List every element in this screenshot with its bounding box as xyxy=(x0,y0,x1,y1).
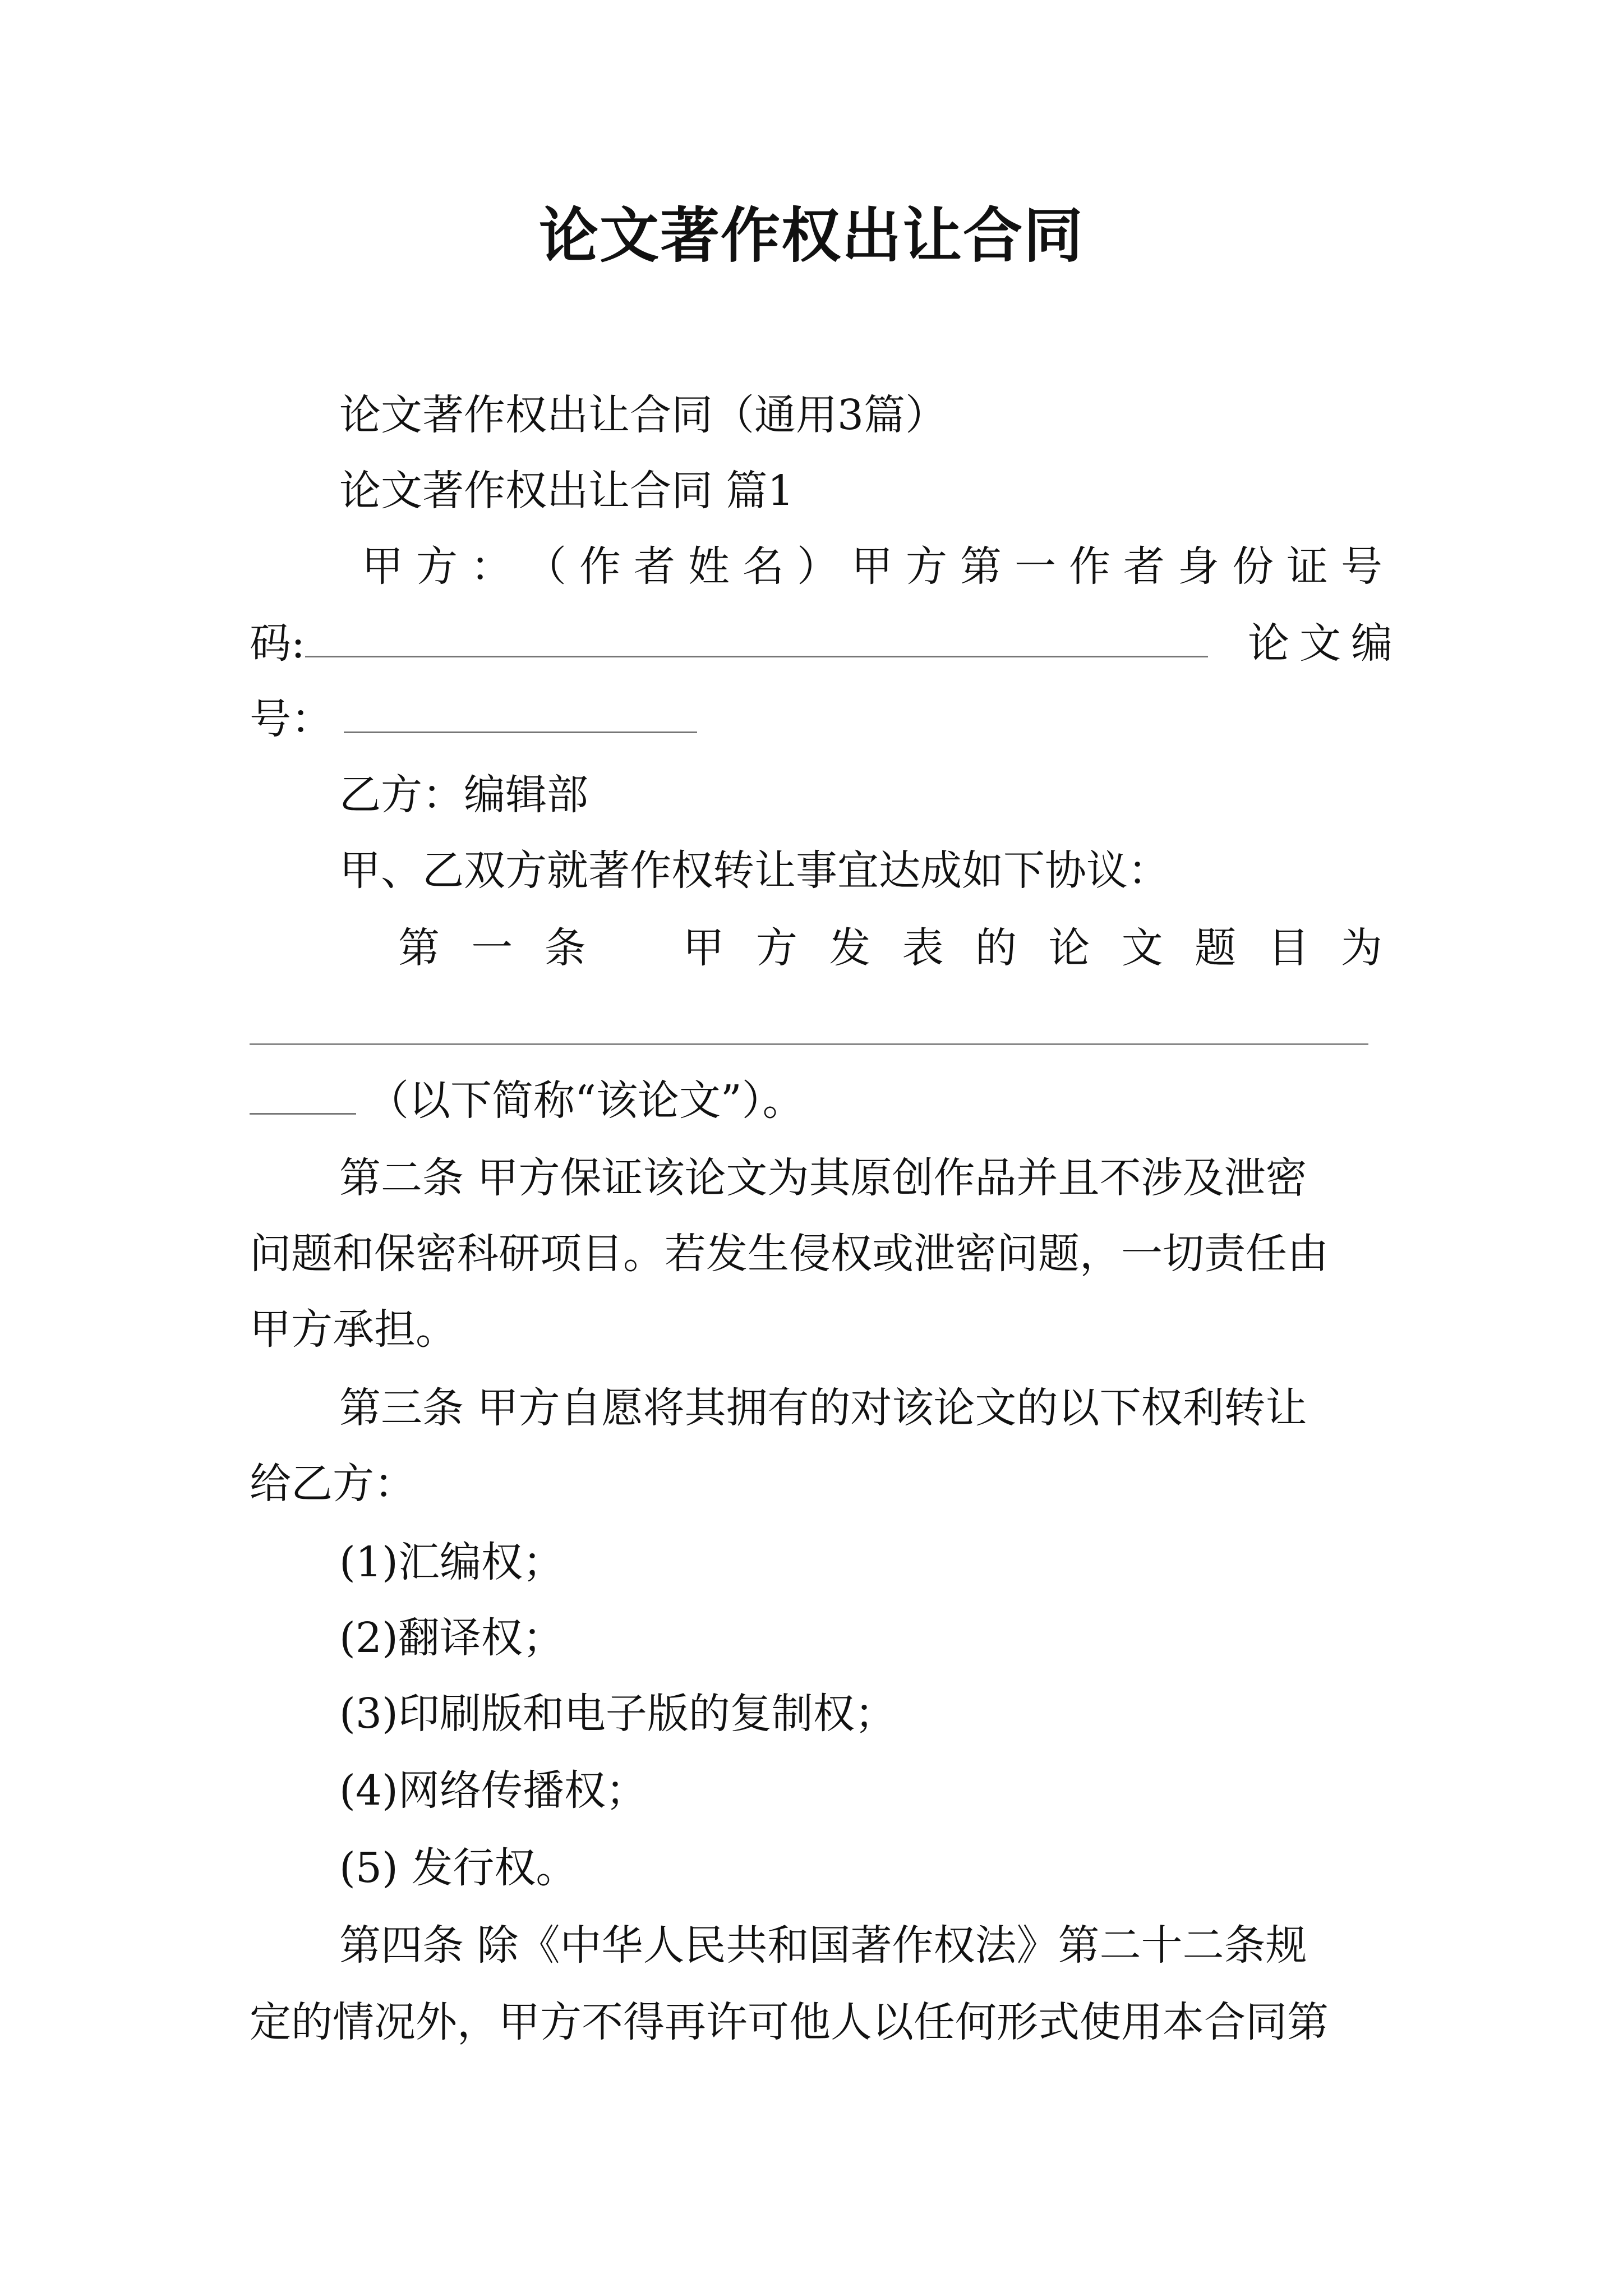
section-heading: 论文著作权出让合同 篇1 xyxy=(339,467,794,515)
party-a-line xyxy=(250,539,1382,595)
party-a-char: 方 xyxy=(416,542,458,591)
article2-line: 问题和保密科研项目。若发生侵权或泄密问题，一切责任由 xyxy=(250,1230,1329,1278)
paper-title-blank-tail xyxy=(250,1074,356,1115)
rights-item: (3)印刷版和电子版的复制权； xyxy=(339,1690,896,1738)
document-title: 论文著作权出让合同 xyxy=(539,200,1084,270)
party-a-char: 一 xyxy=(1015,542,1056,591)
party-a-char: ： xyxy=(471,542,512,591)
party-a-char: 方 xyxy=(906,542,947,591)
id-number-line xyxy=(250,615,1208,671)
article2-line: 第二条 甲方保证该论文为其原创作品并且不涉及泄密 xyxy=(339,1154,1307,1202)
article1-char: 条 xyxy=(544,924,586,972)
article1-tail: （以下简称“该论文”）。 xyxy=(367,1076,804,1125)
id-number-blank xyxy=(305,616,1208,657)
party-a-char: 甲 xyxy=(362,542,403,591)
party-a-char: 份 xyxy=(1232,542,1274,591)
article1-char: 发 xyxy=(829,924,871,972)
article1-char: 甲 xyxy=(683,924,725,972)
paper-no-line xyxy=(250,691,697,747)
party-a-char: 身 xyxy=(1178,542,1219,591)
party-a-char: 证 xyxy=(1287,542,1328,591)
paper-no-blank xyxy=(344,692,697,733)
rights-item: (2)翻译权； xyxy=(339,1614,564,1662)
paper-title-blank xyxy=(250,1043,1368,1045)
party-a-char: 第 xyxy=(960,542,1002,591)
article1-tail-line xyxy=(250,1073,804,1129)
article1-char: 为 xyxy=(1340,924,1382,972)
article1-char: 目 xyxy=(1267,924,1310,972)
paper-no-label: 论文编 xyxy=(1248,619,1403,668)
paper-no-suffix: 号： xyxy=(250,695,333,743)
article3-line: 第三条 甲方自愿将其拥有的对该论文的以下权利转让 xyxy=(339,1384,1307,1432)
article4-line: 第四条 除《中华人民共和国著作权法》第二十二条规 xyxy=(339,1921,1307,1970)
party-b: 乙方：编辑部 xyxy=(339,771,588,819)
article1-char: 表 xyxy=(902,924,944,972)
article1-char: 文 xyxy=(1121,924,1163,972)
party-a-char: 作 xyxy=(579,542,621,591)
party-a-char: 者 xyxy=(1123,542,1165,591)
party-a-char: 甲 xyxy=(851,542,893,591)
rights-item: (1)汇编权； xyxy=(339,1538,564,1586)
article1-char: 一 xyxy=(471,924,513,972)
id-label: 码: xyxy=(250,619,305,668)
rights-item: (5) 发行权。 xyxy=(339,1844,578,1892)
article1-char: 题 xyxy=(1195,924,1237,972)
article1-char: 论 xyxy=(1048,924,1090,972)
party-a-char: 名 xyxy=(743,542,784,591)
article1-char: 方 xyxy=(755,924,797,972)
party-a-char: 姓 xyxy=(688,542,730,591)
agreement-intro: 甲、乙双方就著作权转让事宜达成如下协议： xyxy=(339,846,1169,895)
party-a-char: 号 xyxy=(1341,542,1382,591)
article2-line: 甲方承担。 xyxy=(250,1305,457,1354)
article4-line: 定的情况外，甲方不得再许可他人以任何形式使用本合同第 xyxy=(250,1998,1329,2046)
party-a-char: 作 xyxy=(1069,542,1110,591)
article3-line: 给乙方： xyxy=(250,1460,416,1508)
subtitle: 论文著作权出让合同（通用3篇） xyxy=(339,391,947,439)
rights-item: (4)网络传播权； xyxy=(339,1766,647,1815)
party-a-char: （ xyxy=(525,542,566,591)
article1-line xyxy=(250,920,1382,976)
party-a-char: ） xyxy=(797,542,838,591)
article1-char: 第 xyxy=(398,924,440,972)
party-a-char: 者 xyxy=(634,542,675,591)
article1-char: 的 xyxy=(975,924,1017,972)
